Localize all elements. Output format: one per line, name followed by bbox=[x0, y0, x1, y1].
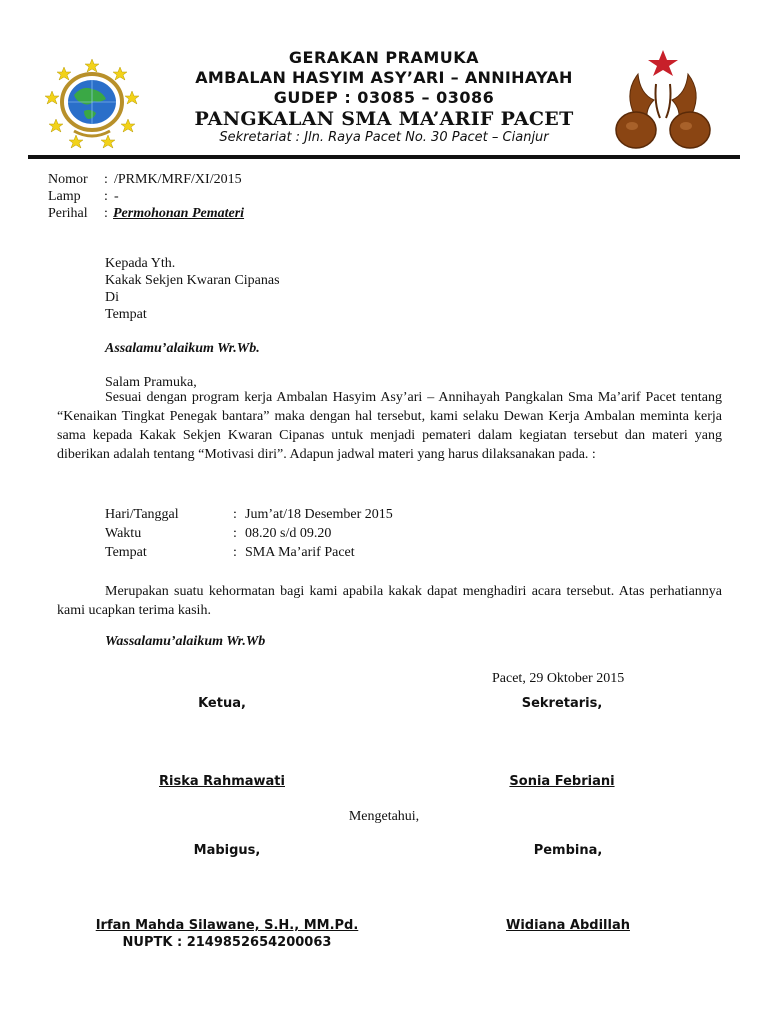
mabigus-nuptk: NUPTK : 2149852654200063 bbox=[122, 935, 332, 950]
nomor-value: /PRMK/MRF/XI/2015 bbox=[114, 172, 242, 187]
header-address: Sekretariat : Jln. Raya Pacet No. 30 Pacet – Cianjur bbox=[219, 130, 549, 145]
mabigus-title: Mabigus, bbox=[193, 843, 261, 858]
recipient-line3: Di bbox=[105, 290, 119, 305]
schedule-place-sep: : bbox=[233, 545, 237, 560]
ketua-name: Riska Rahmawati bbox=[159, 774, 285, 789]
header-divider bbox=[28, 155, 740, 159]
header-organization: GERAKAN PRAMUKA bbox=[288, 48, 480, 67]
greeting: Assalamu’alaikum Wr.Wb. bbox=[105, 341, 260, 356]
schedule-time-label: Waktu bbox=[105, 526, 142, 541]
schedule-date-value: Jum’at/18 Desember 2015 bbox=[245, 507, 393, 522]
header-gudep: GUDEP : 03085 – 03086 bbox=[273, 88, 495, 107]
perihal-label: Perihal bbox=[48, 206, 88, 221]
recipient-line4: Tempat bbox=[105, 307, 147, 322]
schedule-time-sep: : bbox=[233, 526, 237, 541]
sekretaris-name: Sonia Febriani bbox=[509, 774, 615, 789]
nomor-label: Nomor bbox=[48, 172, 88, 187]
lamp-label: Lamp bbox=[48, 189, 81, 204]
perihal-sep: : bbox=[104, 206, 108, 221]
nomor-sep: : bbox=[104, 172, 108, 187]
lamp-value: - bbox=[114, 189, 119, 204]
schedule-place-label: Tempat bbox=[105, 545, 147, 560]
sekretaris-title: Sekretaris, bbox=[521, 696, 603, 711]
header-ambalan: AMBALAN HASYIM ASY’ARI – ANNIHAYAH bbox=[195, 68, 573, 87]
perihal-value: Permohonan Pemateri bbox=[113, 206, 245, 221]
schedule-date-label: Hari/Tanggal bbox=[105, 507, 179, 522]
closing-paragraph: Merupakan suatu kehormatan bagi kami apabila kakak dapat menghadiri acara tersebut. Atas perhatiannya kami ucapkan terima kasih. bbox=[57, 584, 722, 618]
mengetahui: Mengetahui, bbox=[348, 809, 420, 824]
body-paragraph: Sesuai dengan program kerja Ambalan Hasyim Asy’ari – Annihayah Pangkalan Sma Ma’arif Pacet tentang “Kenaikan Tingkat Penegak bantara” maka dengan hal tersebut, kami selaku Dewan Kerja Ambalan meminta kerja sama kepada Kakak Sekjen Kwaran Cipanas untuk menjadi pemateri dalam kegiatan tersebut dan materi yang diberikan adalah tentang “Motivasi diri”. Adapun jadwal materi yang harus dilaksanakan pada. : bbox=[57, 390, 722, 462]
header-pangkalan: PANGKALAN SMA MA’ARIF PACET bbox=[194, 108, 574, 130]
place-date: Pacet, 29 Oktober 2015 bbox=[492, 671, 625, 686]
recipient-line2: Kakak Sekjen Kwaran Cipanas bbox=[105, 273, 280, 288]
schedule-time-value: 08.20 s/d 09.20 bbox=[245, 526, 332, 541]
schedule-place-value: SMA Ma’arif Pacet bbox=[245, 545, 355, 560]
ketua-title: Ketua, bbox=[198, 696, 246, 711]
salam-pramuka: Salam Pramuka, bbox=[105, 375, 197, 390]
recipient-line1: Kepada Yth. bbox=[105, 256, 176, 271]
farewell: Wassalamu’alaikum Wr.Wb bbox=[105, 634, 266, 649]
pembina-name: Widiana Abdillah bbox=[506, 918, 630, 933]
pembina-title: Pembina, bbox=[533, 843, 603, 858]
lamp-sep: : bbox=[104, 189, 108, 204]
mabigus-name: Irfan Mahda Silawane, S.H., MM.Pd. bbox=[95, 918, 359, 933]
schedule-date-sep: : bbox=[233, 507, 237, 522]
